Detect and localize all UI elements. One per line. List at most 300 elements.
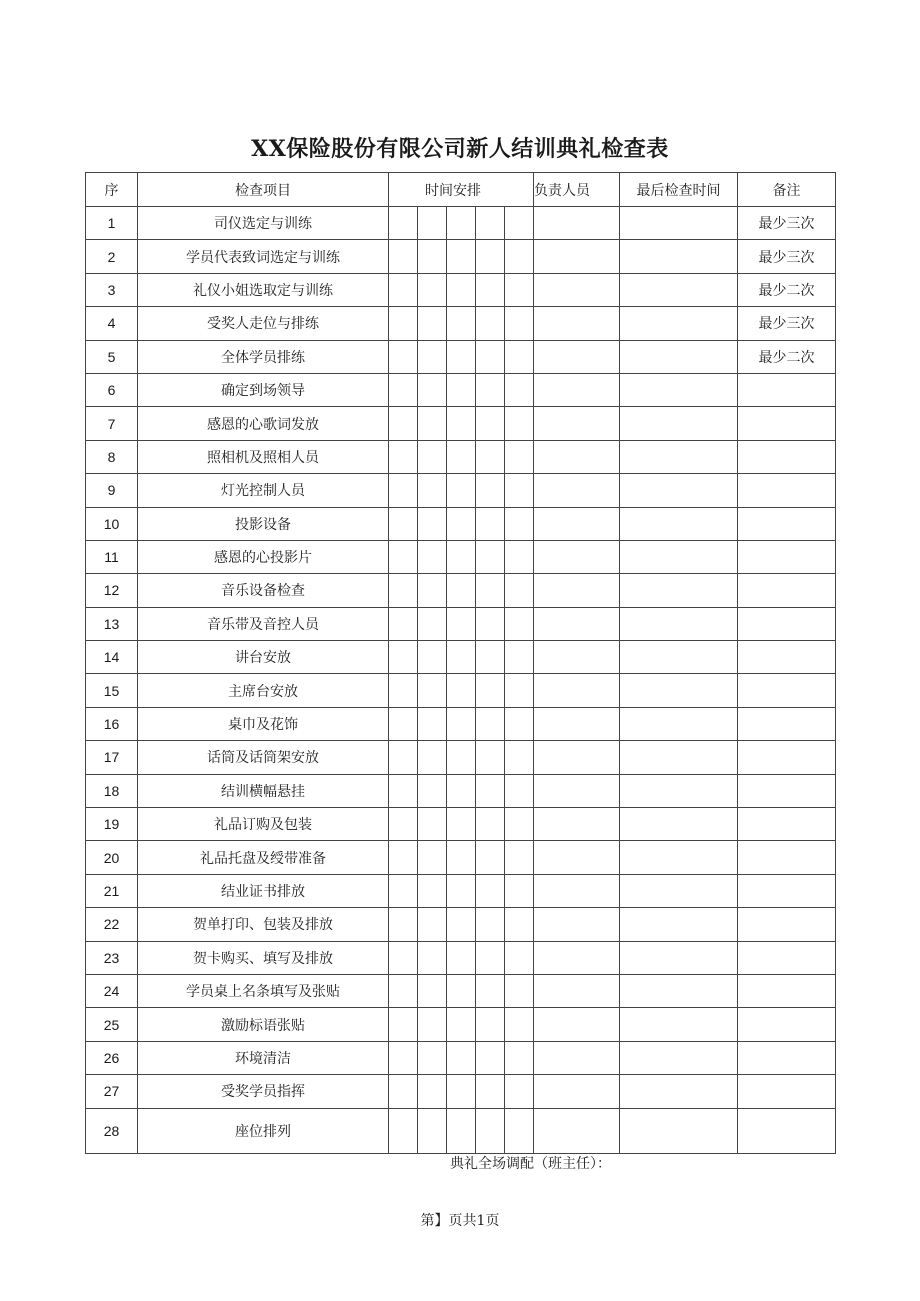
row-item: 照相机及照相人员 (138, 440, 389, 473)
owner-cell[interactable] (534, 574, 620, 607)
last-check-cell[interactable] (620, 607, 738, 640)
row-item: 全体学员排练 (138, 340, 389, 373)
row-number: 15 (86, 674, 138, 707)
time-slot-cell[interactable] (447, 1075, 476, 1108)
owner-cell[interactable] (534, 974, 620, 1007)
last-check-cell[interactable] (620, 273, 738, 306)
time-slot-cell[interactable] (476, 440, 505, 473)
row-remark (738, 474, 836, 507)
time-slot-cell[interactable] (389, 307, 418, 340)
row-item: 贺单打印、包装及排放 (138, 908, 389, 941)
time-slot-cell[interactable] (418, 474, 447, 507)
time-slot-cell[interactable] (418, 607, 447, 640)
time-slot-cell[interactable] (505, 407, 534, 440)
time-slot-cell[interactable] (389, 1008, 418, 1041)
row-number: 3 (86, 273, 138, 306)
table-row (86, 774, 836, 807)
time-slot-cell[interactable] (389, 607, 418, 640)
time-slot-cell[interactable] (418, 273, 447, 306)
row-remark (738, 908, 836, 941)
last-check-cell[interactable] (620, 941, 738, 974)
time-slot-cell[interactable] (389, 340, 418, 373)
time-slot-cell[interactable] (505, 440, 534, 473)
row-item: 司仪选定与训练 (138, 207, 389, 240)
last-check-cell[interactable] (620, 340, 738, 373)
time-slot-cell[interactable] (505, 707, 534, 740)
owner-cell[interactable] (534, 1108, 620, 1153)
row-remark (738, 841, 836, 874)
row-number: 6 (86, 373, 138, 406)
last-check-cell[interactable] (620, 1108, 738, 1153)
last-check-cell[interactable] (620, 641, 738, 674)
row-remark: 最少二次 (738, 273, 836, 306)
row-number: 4 (86, 307, 138, 340)
time-slot-cell[interactable] (505, 974, 534, 1007)
last-check-cell[interactable] (620, 540, 738, 573)
time-slot-cell[interactable] (447, 240, 476, 273)
row-remark (738, 440, 836, 473)
time-slot-cell[interactable] (447, 574, 476, 607)
row-remark (738, 874, 836, 907)
time-slot-cell[interactable] (505, 1075, 534, 1108)
time-slot-cell[interactable] (389, 774, 418, 807)
time-slot-cell[interactable] (447, 307, 476, 340)
time-slot-cell[interactable] (389, 574, 418, 607)
time-slot-cell[interactable] (418, 574, 447, 607)
header-item: 检查项目 (138, 173, 389, 207)
table-row (86, 741, 836, 774)
row-remark (738, 774, 836, 807)
row-number: 14 (86, 641, 138, 674)
row-number: 19 (86, 808, 138, 841)
time-slot-cell[interactable] (476, 1108, 505, 1153)
row-remark (738, 974, 836, 1007)
row-remark (738, 1008, 836, 1041)
table-row (86, 474, 836, 507)
row-remark (738, 1075, 836, 1108)
time-slot-cell[interactable] (447, 641, 476, 674)
time-slot-cell[interactable] (476, 407, 505, 440)
row-number: 1 (86, 207, 138, 240)
time-slot-cell[interactable] (476, 474, 505, 507)
time-slot-cell[interactable] (476, 207, 505, 240)
time-slot-cell[interactable] (447, 440, 476, 473)
time-slot-cell[interactable] (505, 841, 534, 874)
table-row (86, 707, 836, 740)
row-remark: 最少三次 (738, 207, 836, 240)
time-slot-cell[interactable] (447, 874, 476, 907)
table-row (86, 1041, 836, 1074)
time-slot-cell[interactable] (476, 607, 505, 640)
time-slot-cell[interactable] (389, 707, 418, 740)
time-slot-cell[interactable] (418, 941, 447, 974)
time-slot-cell[interactable] (447, 674, 476, 707)
time-slot-cell[interactable] (389, 440, 418, 473)
row-item: 学员桌上名条填写及张贴 (138, 974, 389, 1007)
row-number: 22 (86, 908, 138, 941)
row-remark: 最少三次 (738, 240, 836, 273)
time-slot-cell[interactable] (476, 974, 505, 1007)
time-slot-cell[interactable] (447, 707, 476, 740)
owner-cell[interactable] (534, 207, 620, 240)
row-item: 音乐设备检查 (138, 574, 389, 607)
time-slot-cell[interactable] (389, 407, 418, 440)
time-slot-cell[interactable] (447, 607, 476, 640)
owner-cell[interactable] (534, 373, 620, 406)
header-time: 时间安排 (389, 173, 534, 207)
time-slot-cell[interactable] (505, 273, 534, 306)
time-slot-cell[interactable] (505, 340, 534, 373)
time-slot-cell[interactable] (389, 741, 418, 774)
time-slot-cell[interactable] (418, 373, 447, 406)
header-seq: 序 (86, 173, 138, 207)
time-slot-cell[interactable] (505, 641, 534, 674)
time-slot-cell[interactable] (476, 874, 505, 907)
time-slot-cell[interactable] (418, 540, 447, 573)
time-slot-cell[interactable] (447, 207, 476, 240)
row-remark (738, 707, 836, 740)
table-row (86, 373, 836, 406)
owner-cell[interactable] (534, 1008, 620, 1041)
time-slot-cell[interactable] (505, 307, 534, 340)
row-number: 16 (86, 707, 138, 740)
time-slot-cell[interactable] (447, 474, 476, 507)
time-slot-cell[interactable] (389, 1041, 418, 1074)
time-slot-cell[interactable] (447, 1108, 476, 1153)
owner-cell[interactable] (534, 908, 620, 941)
row-remark (738, 741, 836, 774)
row-number: 26 (86, 1041, 138, 1074)
row-remark: 最少二次 (738, 340, 836, 373)
time-slot-cell[interactable] (505, 474, 534, 507)
row-item: 桌巾及花饰 (138, 707, 389, 740)
last-check-cell[interactable] (620, 741, 738, 774)
time-slot-cell[interactable] (476, 841, 505, 874)
row-item: 感恩的心歌词发放 (138, 407, 389, 440)
time-slot-cell[interactable] (447, 407, 476, 440)
time-slot-cell[interactable] (476, 741, 505, 774)
time-slot-cell[interactable] (476, 373, 505, 406)
time-slot-cell[interactable] (447, 373, 476, 406)
time-slot-cell[interactable] (418, 841, 447, 874)
time-slot-cell[interactable] (418, 1108, 447, 1153)
row-remark (738, 1041, 836, 1074)
time-slot-cell[interactable] (447, 841, 476, 874)
time-slot-cell[interactable] (476, 1075, 505, 1108)
time-slot-cell[interactable] (418, 908, 447, 941)
row-item: 结业证书排放 (138, 874, 389, 907)
table-row (86, 207, 836, 240)
time-slot-cell[interactable] (505, 908, 534, 941)
time-slot-cell[interactable] (447, 507, 476, 540)
last-check-cell[interactable] (620, 674, 738, 707)
table-row (86, 574, 836, 607)
owner-cell[interactable] (534, 1075, 620, 1108)
row-number: 25 (86, 1008, 138, 1041)
row-remark: 最少三次 (738, 307, 836, 340)
time-slot-cell[interactable] (389, 507, 418, 540)
time-slot-cell[interactable] (389, 808, 418, 841)
time-slot-cell[interactable] (505, 607, 534, 640)
time-slot-cell[interactable] (476, 507, 505, 540)
table-row (86, 540, 836, 573)
time-slot-cell[interactable] (476, 641, 505, 674)
owner-cell[interactable] (534, 841, 620, 874)
header-last-check: 最后检查时间 (620, 173, 738, 207)
table-row (86, 407, 836, 440)
time-slot-cell[interactable] (418, 874, 447, 907)
last-check-cell[interactable] (620, 307, 738, 340)
last-check-cell[interactable] (620, 574, 738, 607)
time-slot-cell[interactable] (476, 1008, 505, 1041)
last-check-cell[interactable] (620, 373, 738, 406)
row-item: 确定到场领导 (138, 373, 389, 406)
owner-cell[interactable] (534, 273, 620, 306)
owner-cell[interactable] (534, 874, 620, 907)
table-row (86, 1075, 836, 1108)
time-slot-cell[interactable] (389, 908, 418, 941)
time-slot-cell[interactable] (389, 841, 418, 874)
row-item: 投影设备 (138, 507, 389, 540)
row-remark (738, 641, 836, 674)
time-slot-cell[interactable] (476, 707, 505, 740)
time-slot-cell[interactable] (476, 574, 505, 607)
row-item: 礼品订购及包装 (138, 808, 389, 841)
row-number: 13 (86, 607, 138, 640)
time-slot-cell[interactable] (476, 540, 505, 573)
time-slot-cell[interactable] (389, 240, 418, 273)
last-check-cell[interactable] (620, 207, 738, 240)
last-check-cell[interactable] (620, 1008, 738, 1041)
row-item: 座位排列 (138, 1108, 389, 1153)
row-item: 激励标语张贴 (138, 1008, 389, 1041)
row-item: 学员代表致词选定与训练 (138, 240, 389, 273)
row-item: 受奖学员指挥 (138, 1075, 389, 1108)
row-item: 贺卡购买、填写及排放 (138, 941, 389, 974)
row-number: 27 (86, 1075, 138, 1108)
last-check-cell[interactable] (620, 707, 738, 740)
time-slot-cell[interactable] (476, 240, 505, 273)
time-slot-cell[interactable] (505, 507, 534, 540)
time-slot-cell[interactable] (389, 273, 418, 306)
table-row (86, 674, 836, 707)
time-slot-cell[interactable] (505, 207, 534, 240)
owner-cell[interactable] (534, 307, 620, 340)
last-check-cell[interactable] (620, 908, 738, 941)
time-slot-cell[interactable] (389, 207, 418, 240)
time-slot-cell[interactable] (447, 540, 476, 573)
owner-cell[interactable] (534, 474, 620, 507)
time-slot-cell[interactable] (447, 908, 476, 941)
row-number: 23 (86, 941, 138, 974)
time-slot-cell[interactable] (476, 307, 505, 340)
row-item: 主席台安放 (138, 674, 389, 707)
owner-cell[interactable] (534, 808, 620, 841)
header-remark: 备注 (738, 173, 836, 207)
time-slot-cell[interactable] (505, 808, 534, 841)
row-item: 讲台安放 (138, 641, 389, 674)
row-number: 21 (86, 874, 138, 907)
time-slot-cell[interactable] (418, 207, 447, 240)
table-row (86, 607, 836, 640)
time-slot-cell[interactable] (418, 641, 447, 674)
time-slot-cell[interactable] (447, 974, 476, 1007)
last-check-cell[interactable] (620, 841, 738, 874)
owner-cell[interactable] (534, 741, 620, 774)
owner-cell[interactable] (534, 941, 620, 974)
time-slot-cell[interactable] (476, 1041, 505, 1074)
row-item: 礼品托盘及绶带准备 (138, 841, 389, 874)
time-slot-cell[interactable] (476, 774, 505, 807)
owner-cell[interactable] (534, 1041, 620, 1074)
time-slot-cell[interactable] (476, 273, 505, 306)
table-row (86, 841, 836, 874)
time-slot-cell[interactable] (505, 1041, 534, 1074)
table-row (86, 307, 836, 340)
time-slot-cell[interactable] (418, 1041, 447, 1074)
time-slot-cell[interactable] (447, 774, 476, 807)
last-check-cell[interactable] (620, 407, 738, 440)
table-row (86, 1108, 836, 1153)
row-remark (738, 674, 836, 707)
time-slot-cell[interactable] (476, 808, 505, 841)
last-check-cell[interactable] (620, 808, 738, 841)
owner-cell[interactable] (534, 774, 620, 807)
time-slot-cell[interactable] (389, 373, 418, 406)
time-slot-cell[interactable] (418, 774, 447, 807)
header-owner: 负责人员 (534, 173, 620, 207)
time-slot-cell[interactable] (505, 741, 534, 774)
time-slot-cell[interactable] (505, 874, 534, 907)
row-number: 12 (86, 574, 138, 607)
last-check-cell[interactable] (620, 1075, 738, 1108)
time-slot-cell[interactable] (505, 574, 534, 607)
time-slot-cell[interactable] (505, 1008, 534, 1041)
time-slot-cell[interactable] (389, 974, 418, 1007)
row-remark (738, 407, 836, 440)
owner-cell[interactable] (534, 507, 620, 540)
time-slot-cell[interactable] (476, 674, 505, 707)
time-slot-cell[interactable] (447, 741, 476, 774)
owner-cell[interactable] (534, 440, 620, 473)
last-check-cell[interactable] (620, 240, 738, 273)
time-slot-cell[interactable] (389, 540, 418, 573)
time-slot-cell[interactable] (389, 1075, 418, 1108)
time-slot-cell[interactable] (505, 774, 534, 807)
time-slot-cell[interactable] (505, 674, 534, 707)
time-slot-cell[interactable] (418, 974, 447, 1007)
row-number: 5 (86, 340, 138, 373)
row-item: 礼仪小姐选取定与训练 (138, 273, 389, 306)
row-item: 环境清洁 (138, 1041, 389, 1074)
table-row (86, 941, 836, 974)
time-slot-cell[interactable] (389, 474, 418, 507)
time-slot-cell[interactable] (476, 908, 505, 941)
time-slot-cell[interactable] (418, 1075, 447, 1108)
time-slot-cell[interactable] (389, 674, 418, 707)
table-row (86, 240, 836, 273)
last-check-cell[interactable] (620, 1041, 738, 1074)
row-number: 18 (86, 774, 138, 807)
table-row (86, 440, 836, 473)
time-slot-cell[interactable] (505, 1108, 534, 1153)
owner-cell[interactable] (534, 540, 620, 573)
time-slot-cell[interactable] (418, 340, 447, 373)
time-slot-cell[interactable] (418, 507, 447, 540)
time-slot-cell[interactable] (389, 641, 418, 674)
time-slot-cell[interactable] (389, 941, 418, 974)
time-slot-cell[interactable] (418, 440, 447, 473)
time-slot-cell[interactable] (389, 874, 418, 907)
table-row (86, 808, 836, 841)
row-number: 28 (86, 1108, 138, 1153)
time-slot-cell[interactable] (476, 941, 505, 974)
owner-cell[interactable] (534, 641, 620, 674)
row-item: 感恩的心投影片 (138, 540, 389, 573)
time-slot-cell[interactable] (505, 540, 534, 573)
last-check-cell[interactable] (620, 774, 738, 807)
row-item: 结训横幅悬挂 (138, 774, 389, 807)
time-slot-cell[interactable] (505, 240, 534, 273)
last-check-cell[interactable] (620, 874, 738, 907)
row-remark (738, 1108, 836, 1153)
time-slot-cell[interactable] (418, 707, 447, 740)
time-slot-cell[interactable] (505, 373, 534, 406)
time-slot-cell[interactable] (418, 741, 447, 774)
last-check-cell[interactable] (620, 440, 738, 473)
time-slot-cell[interactable] (447, 808, 476, 841)
owner-cell[interactable] (534, 607, 620, 640)
table-row (86, 507, 836, 540)
table-row (86, 908, 836, 941)
table-row (86, 273, 836, 306)
time-slot-cell[interactable] (447, 1008, 476, 1041)
time-slot-cell[interactable] (418, 407, 447, 440)
row-remark (738, 507, 836, 540)
owner-cell[interactable] (534, 707, 620, 740)
row-remark (738, 607, 836, 640)
last-check-cell[interactable] (620, 474, 738, 507)
row-remark (738, 373, 836, 406)
time-slot-cell[interactable] (447, 1041, 476, 1074)
owner-cell[interactable] (534, 674, 620, 707)
table-row (86, 641, 836, 674)
time-slot-cell[interactable] (447, 941, 476, 974)
row-number: 17 (86, 741, 138, 774)
row-remark (738, 941, 836, 974)
time-slot-cell[interactable] (447, 273, 476, 306)
last-check-cell[interactable] (620, 507, 738, 540)
last-check-cell[interactable] (620, 974, 738, 1007)
row-item: 音乐带及音控人员 (138, 607, 389, 640)
row-remark (738, 574, 836, 607)
owner-cell[interactable] (534, 407, 620, 440)
time-slot-cell[interactable] (418, 808, 447, 841)
time-slot-cell[interactable] (418, 1008, 447, 1041)
time-slot-cell[interactable] (418, 307, 447, 340)
time-slot-cell[interactable] (476, 340, 505, 373)
time-slot-cell[interactable] (505, 941, 534, 974)
owner-cell[interactable] (534, 340, 620, 373)
time-slot-cell[interactable] (418, 674, 447, 707)
row-number: 10 (86, 507, 138, 540)
time-slot-cell[interactable] (447, 340, 476, 373)
row-remark (738, 808, 836, 841)
footer-note: 典礼全场调配（班主任）： (450, 1156, 611, 1172)
time-slot-cell[interactable] (418, 240, 447, 273)
owner-cell[interactable] (534, 240, 620, 273)
time-slot-cell[interactable] (389, 1108, 418, 1153)
